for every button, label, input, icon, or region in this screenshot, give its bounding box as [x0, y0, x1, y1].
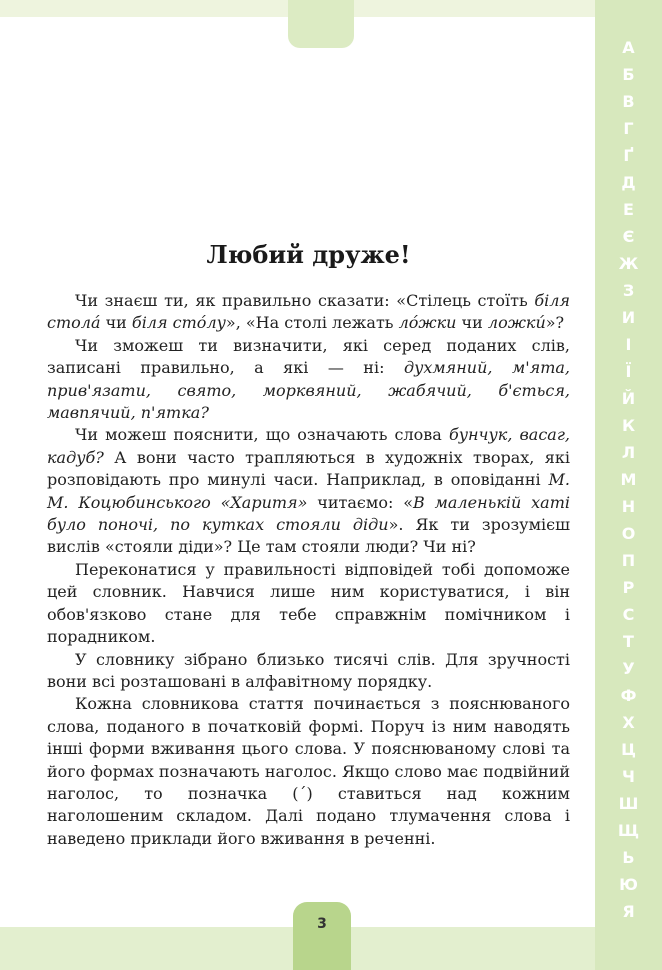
- paragraph: [47, 693, 570, 850]
- italic-text: ло́жки: [398, 313, 457, 333]
- alphabet-index-strip: [595, 0, 662, 970]
- text-run: Переконатися у правильності відповідей тобі допоможе цей словник. Навчися лише ним користуватися, і він обов'язково стане для тебе справжнім помічником і порадником.: [47, 559, 570, 647]
- italic-text: М. М. Коцюбинського «Харитя»: [47, 470, 570, 512]
- alphabet-letter: С: [622, 605, 635, 624]
- paragraph: [47, 335, 570, 425]
- italic-text: біля сто́лу: [131, 313, 226, 333]
- alphabet-letter: Я: [622, 902, 635, 921]
- text-run: »?: [545, 313, 565, 333]
- alphabet-letter: Т: [623, 632, 634, 651]
- alphabet-letter: К: [621, 416, 636, 435]
- page-number-tab: [293, 902, 351, 970]
- alphabet-letter: І: [625, 335, 632, 354]
- alphabet-letter: А: [622, 38, 635, 57]
- page-title: Любий друже!: [206, 240, 411, 269]
- italic-text: духмяний, м'ята, прив'язати, свято, морквяний, жабячий, б'ється, мавпячий, п'ятка?: [47, 358, 570, 423]
- italic-text: біля стола́: [47, 291, 570, 333]
- alphabet-letter: О: [621, 524, 636, 543]
- alphabet-letter: Ш: [618, 794, 639, 813]
- alphabet-letter: Й: [621, 389, 636, 408]
- alphabet-letter: У: [622, 659, 635, 678]
- alphabet-letter: Р: [622, 578, 635, 597]
- alphabet-letter: Ч: [622, 767, 635, 786]
- paragraph: [47, 559, 570, 649]
- alphabet-letter: Щ: [617, 821, 640, 840]
- text-run: Чи знаєш ти, як правильно сказати: «Стілець стоїть: [75, 291, 535, 310]
- text-run: А вони часто трапляються в художніх творах, які розповідають про минулі часи. Наприклад, в оповіданні: [47, 447, 570, 490]
- alphabet-letter: В: [622, 92, 635, 111]
- alphabet-letter: Г: [623, 119, 634, 138]
- text-run: », «На столі лежать: [225, 313, 399, 333]
- text-run: чи: [100, 313, 132, 333]
- alphabet-letter: М: [620, 470, 637, 489]
- italic-text: В маленькій хаті було поночі, по кутках стояли діди: [47, 492, 571, 535]
- alphabet-letter: Ц: [621, 740, 636, 759]
- text-run: Кожна словникова стаття починається з пояснюваного слова, поданого в початковій формі. Поруч із ним наводять інші форми вживання цього слова. У пояснюваному слові та його формах позначають наголос. Якщо слово має подвійний наголос, то позначка (´) ставиться над кожним наголошеним складом. Далі подано тлумачення слова і наведено приклади його вживання в реченні.: [47, 694, 570, 848]
- alphabet-letter: Х: [622, 713, 635, 732]
- body-text: [47, 290, 570, 850]
- alphabet-letter: Д: [621, 173, 636, 192]
- alphabet-letter: Е: [623, 200, 634, 219]
- alphabet-letter: Ж: [618, 254, 639, 273]
- alphabet-letter: Є: [622, 227, 635, 246]
- text-run: чи: [456, 313, 488, 333]
- page-number: 3: [317, 916, 327, 932]
- alphabet-letter: Б: [622, 65, 635, 84]
- alphabet-letter: Ф: [620, 686, 637, 705]
- alphabet-letter: И: [621, 308, 636, 327]
- alphabet-letter: Л: [621, 443, 636, 462]
- alphabet-letter: Ь: [622, 848, 635, 867]
- alphabet-letter: Н: [621, 497, 636, 516]
- text-run: ». Як ти зрозумієш вислів «стояли діди»? Це там стояли люди? Чи ні?: [47, 515, 570, 557]
- paragraph: [47, 649, 570, 694]
- alphabet-letter: П: [621, 551, 636, 570]
- paragraph: [47, 290, 570, 335]
- alphabet-letter: Ї: [625, 362, 632, 381]
- alphabet-index: [595, 34, 662, 925]
- top-tab: [288, 0, 354, 48]
- paragraph: [47, 424, 570, 558]
- italic-text: бунчук, васаг, кадуб?: [47, 425, 571, 467]
- alphabet-letter: Ґ: [623, 146, 634, 165]
- alphabet-letter: З: [622, 281, 635, 300]
- italic-text: ложки́: [487, 313, 546, 333]
- text-run: У словнику зібрано близько тисячі слів. Для зручності вони всі розташовані в алфавітному порядку.: [47, 649, 570, 691]
- alphabet-letter: Ю: [619, 875, 638, 894]
- text-run: Чи зможеш ти визначити, які серед поданих слів, записані правильно, а які — ні:: [47, 335, 570, 378]
- text-run: читаємо: «: [307, 492, 414, 512]
- text-run: Чи можеш пояснити, що означають слова: [75, 425, 449, 445]
